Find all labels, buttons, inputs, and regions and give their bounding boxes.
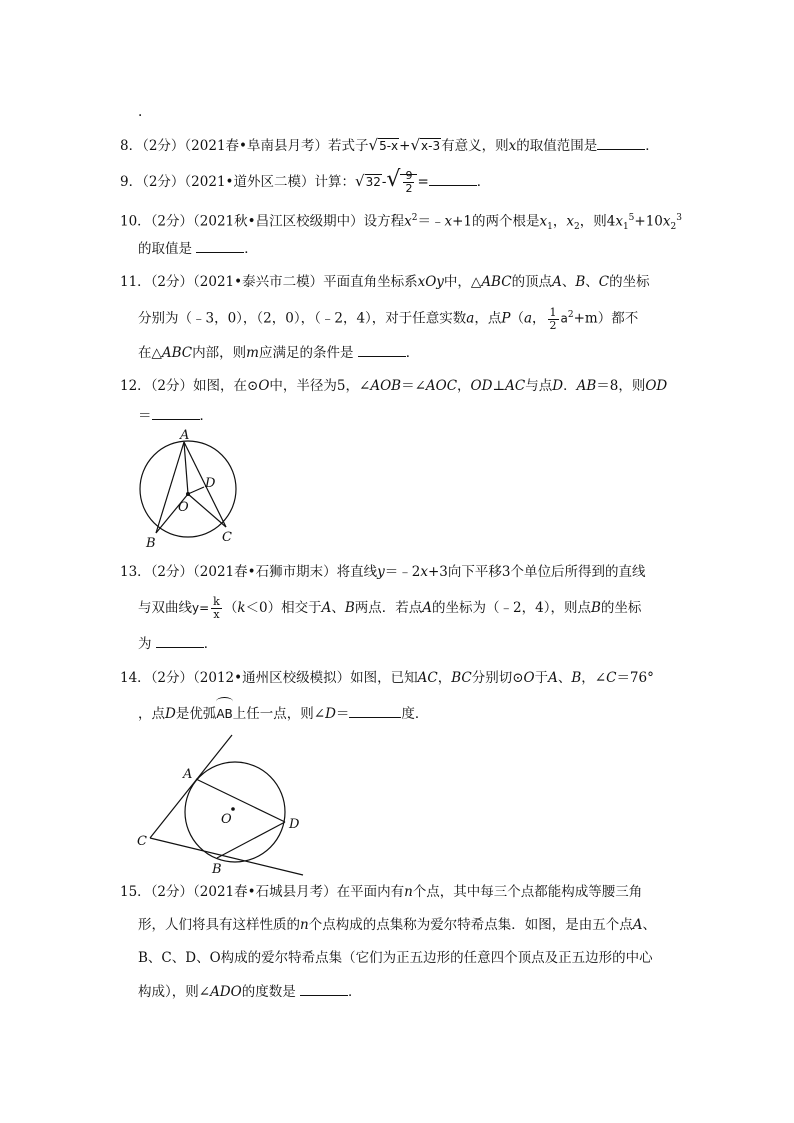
q10-sub-1: 1 (547, 222, 553, 233)
q14-text-2d: ＝ (335, 706, 350, 722)
q12-segment-oc (188, 494, 226, 527)
question-13-line-1 (120, 562, 645, 582)
q14-tangent-ac (150, 735, 232, 838)
q11-number: 11． (120, 274, 151, 290)
q11-B: B (575, 274, 586, 290)
q12-answer-blank[interactable] (152, 405, 200, 420)
q11-text-2g: +m）都不 (573, 310, 639, 327)
q8-end: ． (645, 138, 659, 154)
q10-meta: （2分）（2021秋•昌江区校级期中） (150, 213, 364, 230)
q15-A: A (632, 917, 643, 933)
q12-perp: ⊥ (492, 378, 506, 394)
q14-text-f: ，∠ (581, 670, 607, 686)
q15-answer-blank[interactable] (300, 981, 348, 996)
q12-ab: AB (576, 378, 597, 394)
q11-text-2b: ，点 (474, 310, 502, 327)
q11-abc: ABC (481, 274, 512, 290)
q15-text-b: 个点，其中每三个点都能构成等腰三角 (412, 884, 643, 900)
question-12-line-2 (138, 405, 213, 426)
q8-radical-2: √x-3 (410, 136, 441, 154)
q10-end: ． (244, 241, 258, 257)
q13-text-b: ＝﹣2 (384, 564, 421, 580)
q12-O: O (258, 378, 270, 394)
q15-text-4b: 的度数是 (241, 984, 296, 1000)
question-11-line-3 (138, 342, 419, 363)
q8-text-3: 的取值范围是 (516, 138, 598, 154)
q8-text-2: 有意义，则 (441, 138, 509, 154)
q11-P: P (501, 310, 511, 327)
q10-text-d: ，则4 (579, 213, 616, 230)
q11-a2: a (523, 310, 533, 327)
q13-k: k (237, 600, 246, 616)
q13-text-c: +3向下平移3个单位后所得到的直线 (427, 564, 646, 580)
q8-answer-blank[interactable] (597, 135, 645, 150)
q8-var-x: x (508, 138, 517, 154)
q14-tangent-bc (150, 838, 303, 875)
q12-text-2: ＝ (138, 408, 152, 424)
q8-radical-1: √5-x (368, 136, 399, 154)
question-8 (120, 135, 659, 156)
q13-text-2f: 的坐标为（﹣2，4），则点 (432, 600, 591, 616)
q11-text-3c: 内部，则 (192, 345, 247, 361)
q11-text-i: 的坐标 (609, 274, 650, 290)
q14-text-d: 于 (534, 670, 549, 686)
q13-end: ． (203, 636, 218, 652)
q8-text: 若式子 (328, 138, 369, 154)
q9-minus: - (381, 174, 387, 190)
q13-text-2c: ＜0）相交于 (245, 600, 322, 616)
q9-answer-blank[interactable] (429, 171, 477, 186)
q10-number: 10． (120, 213, 151, 230)
q14-B: B (571, 670, 582, 686)
q10-pow5: 5 (628, 213, 635, 223)
q10-text-c: +1的两个根是 (452, 213, 540, 230)
q10-answer-blank[interactable] (196, 238, 244, 253)
q12-text-f: 与点 (525, 378, 553, 394)
q12-od: OD (470, 378, 493, 394)
q12-text-h: ＝8，则 (596, 378, 646, 394)
q14-bc: BC (451, 670, 472, 686)
q12-circle-figure (128, 425, 258, 553)
q11-sep2: 、 (585, 274, 599, 290)
question-13-line-2 (138, 596, 641, 621)
q12-ac: AC (505, 378, 526, 394)
q10-e1s: 1 (622, 222, 629, 233)
q14-label-c: C (137, 834, 147, 849)
q13-meta: （2分）（2021春•石狮市期末） (150, 564, 337, 580)
q8-plus: + (399, 138, 411, 154)
q9-meta: （2分）（2021•道外区二模） (142, 174, 315, 190)
q13-text-2g: 的坐标 (600, 600, 642, 616)
question-15-line-2 (138, 915, 656, 935)
q12-D: D (552, 378, 564, 394)
q12-od-2: OD (645, 378, 668, 394)
q12-segment-ab (156, 442, 184, 533)
question-9 (120, 167, 491, 195)
q10-x2: x (566, 213, 574, 230)
q10-text: 设方程 (363, 213, 405, 230)
q13-x: x (420, 564, 428, 580)
q14-text-2e: 度． (401, 706, 429, 722)
q10-e2s: 2 (670, 222, 677, 233)
q11-text-2a: 分别为（﹣3，0），（2，0），（﹣2，4），对于任意实数 (138, 310, 467, 327)
q13-A: A (321, 600, 332, 616)
q11-text-3a: 在△ (138, 345, 162, 361)
q15-text: 在平面内有 (336, 884, 405, 900)
q10-text-2: 的取值是 (138, 241, 192, 257)
q13-text-3: 为 (138, 636, 152, 652)
q11-answer-blank[interactable] (358, 342, 406, 357)
question-10-line-1 (120, 208, 682, 237)
q14-O: O (523, 670, 535, 686)
q12-text-b: 中，半径为5，∠ (269, 378, 371, 394)
q14-label-o: O (221, 812, 232, 827)
q12-end: ． (199, 408, 213, 424)
q15-text-2a: 形，人们将具有这样性质的 (138, 917, 300, 933)
question-14-line-1 (120, 668, 654, 688)
q11-text-2d: ， (532, 310, 546, 327)
q9-number: 9． (120, 174, 143, 190)
q14-D: D (165, 706, 176, 722)
q9-text: 计算： (314, 174, 356, 190)
q14-A: A (548, 670, 558, 686)
q15-meta: （2分）（2021春•石城县月考） (150, 884, 337, 900)
q12-aob: AOB (370, 378, 402, 394)
q9-radical-2: √ $\frac{9}{2}$ (386, 170, 417, 195)
q9-end: ． (476, 174, 491, 190)
q13-text-2a: 与双曲线 (138, 600, 192, 616)
q13-number: 13． (120, 564, 151, 580)
q14-label-b: B (212, 862, 222, 877)
q14-chord-bd (217, 822, 285, 858)
q12-aoc: AOC (425, 378, 458, 394)
q14-number: 14． (120, 670, 151, 686)
question-13-line-3 (138, 633, 217, 654)
q14-ac: AC (417, 670, 438, 686)
q10-e1: x (615, 213, 623, 230)
q14-D-2: D (325, 706, 336, 722)
q15-text-2b: 个点构成的点集称为爱尔特希点集．如图，是由五个点 (308, 917, 633, 933)
q11-a: a (466, 310, 475, 327)
q15-n-2: n (300, 917, 309, 933)
q14-label-d: D (289, 817, 300, 832)
q15-number: 15． (120, 884, 151, 900)
q13-text-2b: （ (223, 600, 238, 616)
q14-arc-ab: AB (216, 704, 232, 724)
question-14-line-2 (138, 703, 428, 724)
q10-sup: 2 (411, 213, 418, 223)
q10-var: x (404, 213, 412, 230)
q14-chord-ad (196, 779, 285, 822)
q14-text-g: ＝76° (616, 670, 654, 686)
question-11-line-1 (120, 272, 650, 292)
q11-A: A (552, 274, 562, 290)
q12-number: 12． (120, 378, 151, 394)
q13-y-eq: y= (192, 601, 210, 615)
q11-abc-2: ABC (161, 345, 193, 361)
q14-comma: ， (437, 670, 452, 686)
q10-comma: ， (552, 213, 567, 230)
q10-text-e: +10 (634, 213, 663, 230)
q11-a-sq: a (560, 311, 568, 326)
q14-answer-blank[interactable] (349, 703, 401, 718)
q11-end: ． (405, 345, 420, 361)
q13-sep: 、 (331, 600, 345, 616)
q8-number: 8． (120, 138, 143, 154)
q13-A-2: A (422, 600, 433, 616)
q12-segment-od (188, 487, 204, 494)
q12-meta: （2分） (150, 378, 194, 394)
q14-point-o (231, 807, 235, 811)
q14-tangent-figure (128, 730, 308, 880)
q12-point-o (186, 492, 190, 496)
q11-text-b: 中，△ (443, 274, 482, 290)
q11-sq: 2 (567, 310, 574, 320)
q11-fraction: $\frac{1}{2}$ (549, 305, 557, 332)
q15-end: ． (348, 984, 362, 1000)
q14-sep: 、 (557, 670, 572, 686)
q11-text: 平面直角坐标系 (323, 274, 418, 290)
q11-text-2c: （ (510, 310, 524, 327)
q14-circle (185, 762, 285, 862)
q9-equals: = (417, 174, 429, 190)
q15-sep: 、 (642, 917, 656, 933)
q12-label-b: B (146, 536, 156, 551)
q15-text-4a: 构成），则∠ (138, 984, 211, 1000)
q13-B-2: B (590, 600, 601, 616)
q10-var-2: x (444, 213, 453, 230)
q11-m: m (246, 345, 259, 361)
q11-text-c: 的顶点 (511, 274, 553, 290)
q13-text-2e: 两点．若点 (354, 600, 423, 616)
question-15-line-4 (138, 981, 362, 1002)
q10-text-b: ＝﹣ (417, 213, 445, 230)
q12-label-c: C (222, 530, 232, 545)
question-15-line-1 (120, 882, 642, 902)
q14-label-a: A (183, 767, 193, 782)
q14-text: 如图，已知 (350, 670, 418, 686)
question-11-line-2 (138, 305, 638, 332)
question-12-line-1 (120, 376, 667, 396)
q12-text-g: ． (563, 378, 577, 394)
q14-text-c: 分别切⊙ (471, 670, 524, 686)
q13-answer-blank[interactable] (156, 633, 204, 648)
q12-text: 如图，在⊙ (193, 378, 259, 394)
question-15-line-3: B、C、D、O构成的爱尔特希点集（它们为正五边形的任意四个顶点及正五边形的中心 (138, 950, 653, 966)
q10-e2: x (662, 213, 671, 230)
q14-text-2b: 是优弧 (175, 706, 217, 722)
stray-period: . (138, 104, 143, 120)
q10-pow3: 3 (676, 213, 682, 223)
q13-text: 将直线 (336, 564, 378, 580)
q9-radical-1: √32 (355, 172, 381, 190)
q15-ado: ADO (210, 984, 242, 1000)
q12-text-d: ， (457, 378, 471, 394)
q14-C: C (606, 670, 617, 686)
q8-meta: （2分）（2021春•阜南县月考） (142, 138, 329, 154)
q14-text-2a: ，点 (138, 706, 165, 722)
q12-text-c: ＝∠ (401, 378, 426, 394)
q11-sep1: 、 (561, 274, 576, 290)
q13-B: B (344, 600, 355, 616)
q12-label-a: A (180, 428, 190, 443)
q11-xoy: xOy (417, 274, 444, 290)
q14-meta: （2分）（2012•通州区校级模拟） (150, 670, 351, 686)
q11-C: C (598, 274, 610, 290)
q10-x1: x (539, 213, 548, 230)
q10-sub-2: 2 (573, 222, 580, 233)
q13-fraction: $\frac{k}{x}$ (213, 595, 220, 621)
q15-n: n (404, 884, 413, 900)
q11-meta: （2分）（2021•泰兴市二模） (150, 274, 324, 290)
q12-label-d: D (205, 476, 216, 491)
question-10-line-2 (138, 238, 258, 259)
q12-label-o: O (178, 500, 189, 515)
q11-text-3d: 应满足的条件是 (258, 345, 354, 361)
q14-text-2c: 上任一点，则∠ (232, 706, 326, 722)
q13-y: y (377, 564, 385, 580)
